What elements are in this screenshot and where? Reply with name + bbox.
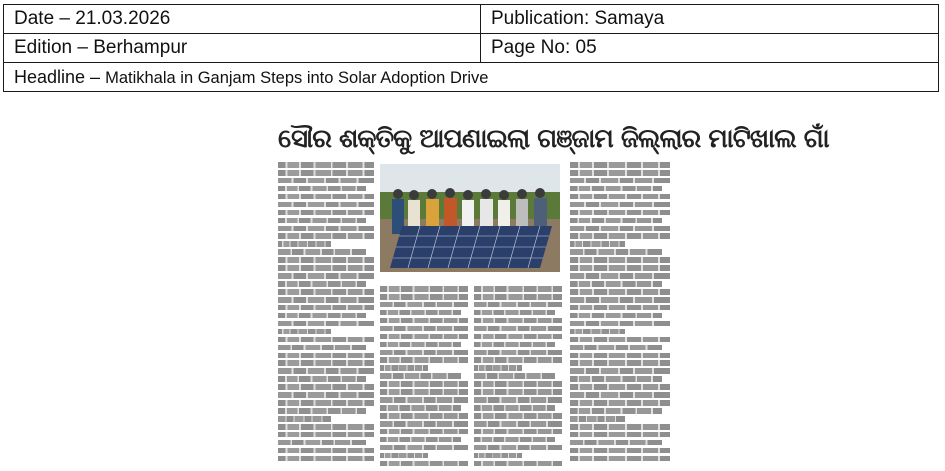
text-line <box>474 334 562 340</box>
publication-cell: Publication: Samaya <box>481 5 939 34</box>
text-line <box>474 365 522 371</box>
text-line <box>380 445 468 451</box>
clipping-headline: ସୌର ଶକ୍ତିକୁ ଆପଣାଇଲା ଗଞ୍ଜାମ ଜିଲ୍ଲାର ମାଟିଖାଲ ଗାଁ <box>278 124 829 154</box>
text-line <box>570 289 670 295</box>
article-column-right <box>570 162 670 466</box>
text-line <box>278 186 366 192</box>
text-line <box>474 405 555 411</box>
text-line <box>570 416 625 422</box>
text-line <box>474 350 562 356</box>
text-line <box>570 384 670 390</box>
article-column-middle-right <box>474 286 562 466</box>
group-photo-solar-panel-icon <box>380 164 560 272</box>
text-line <box>278 233 374 239</box>
text-line <box>278 329 331 335</box>
text-line <box>380 294 468 300</box>
text-line <box>380 334 468 340</box>
text-line <box>474 461 562 467</box>
headline-cell <box>4 63 939 92</box>
text-line <box>278 368 374 374</box>
text-line <box>380 421 468 427</box>
text-line <box>278 392 374 398</box>
text-line <box>474 302 562 308</box>
text-line <box>474 453 522 459</box>
text-line <box>278 218 366 224</box>
text-line <box>278 249 366 255</box>
text-line <box>474 357 562 363</box>
text-line <box>278 376 366 382</box>
text-line <box>570 329 625 335</box>
text-line <box>570 424 670 430</box>
text-line <box>278 202 374 208</box>
text-line <box>570 368 670 374</box>
text-line <box>570 432 670 438</box>
text-line <box>474 421 562 427</box>
text-line <box>278 360 374 366</box>
text-line <box>474 389 562 395</box>
text-line <box>278 265 374 271</box>
text-line <box>570 162 670 168</box>
text-line <box>380 397 468 403</box>
text-line <box>278 226 374 232</box>
text-line <box>380 381 468 387</box>
text-line <box>474 373 555 379</box>
text-line <box>474 294 562 300</box>
text-line <box>380 318 468 324</box>
text-line <box>278 448 374 454</box>
text-line <box>474 381 562 387</box>
text-line <box>278 194 374 200</box>
text-line <box>278 241 331 247</box>
text-line <box>570 241 625 247</box>
article-column-left <box>278 162 374 466</box>
text-line <box>278 456 374 462</box>
text-line <box>570 392 670 398</box>
text-line <box>570 178 670 184</box>
text-line <box>570 305 670 311</box>
text-line <box>278 178 374 184</box>
text-line <box>474 318 562 324</box>
text-line <box>278 400 374 406</box>
text-line <box>570 337 670 343</box>
text-line <box>278 432 374 438</box>
text-line <box>570 321 670 327</box>
clipping-info-table <box>3 4 939 92</box>
text-line <box>570 249 662 255</box>
text-line <box>570 353 670 359</box>
text-line <box>278 345 366 351</box>
text-line <box>380 365 428 371</box>
text-line <box>570 448 670 454</box>
text-line <box>570 210 670 216</box>
text-line <box>570 440 662 446</box>
text-line <box>570 226 670 232</box>
text-line <box>474 437 555 443</box>
text-line <box>278 289 374 295</box>
text-line <box>278 170 374 176</box>
text-line <box>474 310 555 316</box>
text-line <box>474 286 562 292</box>
text-line <box>278 162 374 168</box>
edition-cell: Edition – Berhampur <box>4 34 481 63</box>
text-line <box>380 310 461 316</box>
text-line <box>278 297 374 303</box>
text-line <box>278 353 374 359</box>
text-line <box>570 297 670 303</box>
text-line <box>278 408 366 414</box>
text-line <box>570 408 662 414</box>
text-line <box>380 357 468 363</box>
text-line <box>570 218 662 224</box>
text-line <box>570 360 670 366</box>
text-line <box>570 376 662 382</box>
text-line <box>570 345 662 351</box>
text-line <box>380 342 461 348</box>
headline-prefix: Headline – <box>14 66 101 87</box>
text-line <box>570 233 670 239</box>
text-line <box>474 413 562 419</box>
text-line <box>380 326 468 332</box>
text-line <box>474 445 562 451</box>
text-line <box>380 413 468 419</box>
text-line <box>380 286 468 292</box>
text-line <box>380 405 461 411</box>
text-line <box>570 194 670 200</box>
text-line <box>380 429 468 435</box>
text-line <box>474 342 555 348</box>
page-number-cell: Page No: 05 <box>481 34 939 63</box>
text-line <box>570 456 670 462</box>
text-line <box>380 437 461 443</box>
text-line <box>278 440 366 446</box>
text-line <box>570 170 670 176</box>
text-line <box>380 389 468 395</box>
text-line <box>570 273 670 279</box>
article-column-middle-left <box>380 286 468 466</box>
text-line <box>380 373 461 379</box>
text-line <box>570 186 662 192</box>
text-line <box>278 416 331 422</box>
text-line <box>380 461 468 467</box>
text-line <box>278 384 374 390</box>
text-line <box>474 429 562 435</box>
text-line <box>474 326 562 332</box>
text-line <box>570 400 670 406</box>
text-line <box>570 202 670 208</box>
text-line <box>278 305 374 311</box>
text-line <box>380 350 468 356</box>
text-line <box>278 273 374 279</box>
text-line <box>278 257 374 263</box>
text-line <box>380 453 428 459</box>
text-line <box>278 210 374 216</box>
text-line <box>570 281 662 287</box>
text-line <box>380 302 468 308</box>
text-line <box>570 265 670 271</box>
text-line <box>570 313 662 319</box>
date-cell: Date – 21.03.2026 <box>4 5 481 34</box>
text-line <box>278 281 366 287</box>
text-line <box>570 257 670 263</box>
headline-text: Matikhala in Ganjam Steps into Solar Adoption Drive <box>105 68 489 87</box>
text-line <box>278 424 374 430</box>
newspaper-clipping <box>270 116 829 468</box>
text-line <box>278 337 374 343</box>
text-line <box>278 321 374 327</box>
text-line <box>474 397 562 403</box>
text-line <box>278 313 366 319</box>
